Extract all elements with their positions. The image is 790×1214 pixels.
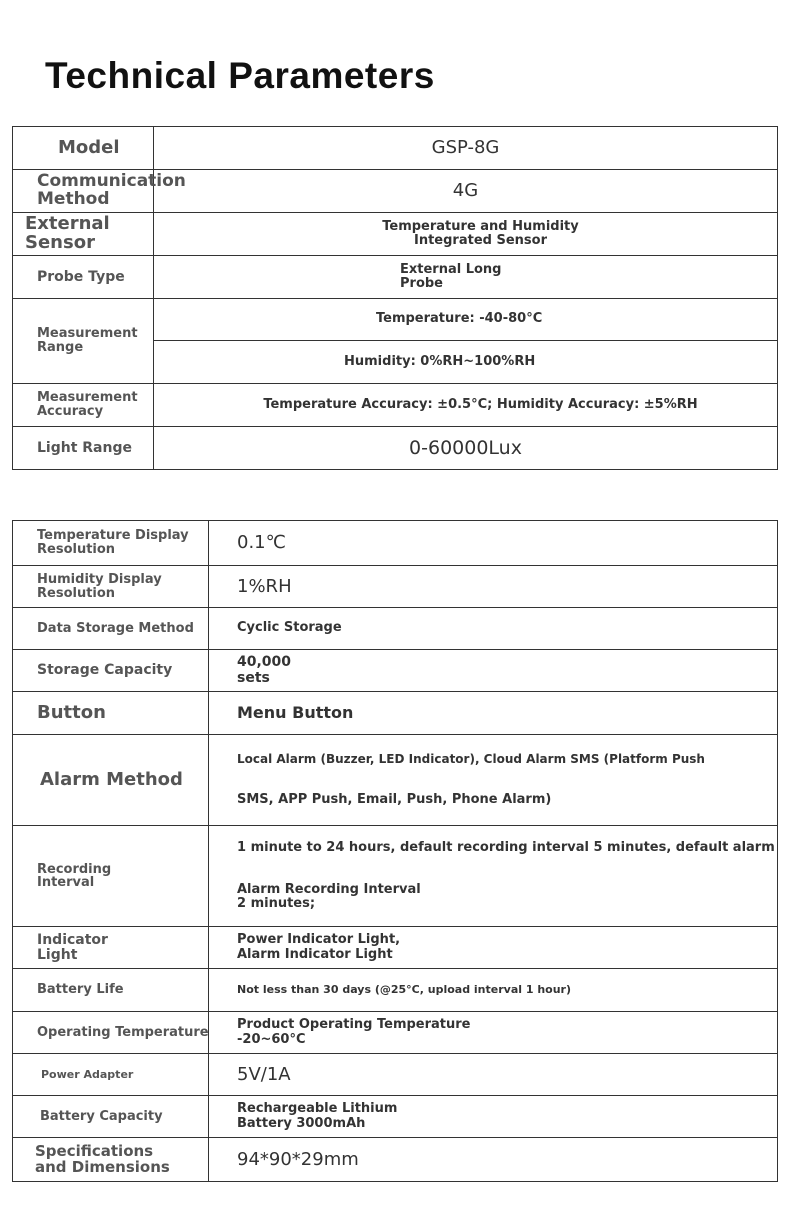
value-cell <box>209 566 778 608</box>
storage-method-value: Cyclic Storage <box>237 620 342 636</box>
table-row-probe-type <box>13 256 778 299</box>
label-cell <box>13 608 209 650</box>
temp-resolution-label: Temperature Display Resolution <box>37 528 189 557</box>
value-cell <box>154 213 778 256</box>
value-cell <box>154 170 778 213</box>
button-label: Button <box>37 701 106 723</box>
communication-label: Communication Method <box>37 171 186 209</box>
dimensions-value: 94*90*29mm <box>237 1148 359 1170</box>
table-row-temp-resolution <box>13 521 778 566</box>
power-adapter-value: 5V/1A <box>237 1063 291 1085</box>
spec-table-general <box>12 126 778 470</box>
table-row-recording-interval <box>13 826 778 927</box>
alarm-method-value <box>209 735 777 825</box>
table-row-indicator-light <box>13 927 778 969</box>
value-cell <box>209 650 778 692</box>
value-cell <box>209 927 778 969</box>
value-cell <box>209 1054 778 1096</box>
temperature-range-value: Temperature: -40-80°C <box>376 311 543 327</box>
label-cell <box>13 427 154 470</box>
alarm-method-label: Alarm Method <box>40 768 183 790</box>
value-cell <box>209 608 778 650</box>
recording-interval-label: Recording Interval <box>37 861 112 891</box>
power-adapter-label: Power Adapter <box>41 1067 134 1081</box>
communication-value: 4G <box>452 180 479 202</box>
indicator-light-value: Power Indicator Light, Alarm Indicator Light <box>237 932 401 962</box>
label-cell <box>13 650 209 692</box>
table-row-dimensions <box>13 1138 778 1182</box>
table-row-storage-capacity <box>13 650 778 692</box>
table-row-communication <box>13 170 778 213</box>
label-cell <box>13 969 209 1012</box>
table-row-accuracy <box>13 384 778 427</box>
value-cell <box>209 692 778 735</box>
battery-life-label: Battery Life <box>37 982 124 998</box>
model-label: Model <box>58 136 120 158</box>
operating-temperature-value: Product Operating Temperature -20~60°C <box>237 1017 471 1047</box>
table-row-model <box>13 127 778 170</box>
alarm-method-line-2: SMS, APP Push, Email, Push, Phone Alarm) <box>237 792 552 808</box>
storage-capacity-label: Storage Capacity <box>37 662 173 679</box>
label-cell <box>13 1138 209 1182</box>
value-cell <box>209 1138 778 1182</box>
table-row-operating-temperature <box>13 1012 778 1054</box>
battery-capacity-value: Rechargeable Lithium Battery 3000mAh <box>237 1101 398 1131</box>
value-cell <box>154 384 778 427</box>
alarm-method-line-1: Local Alarm (Buzzer, LED Indicator), Cloud Alarm SMS (Platform Push <box>237 751 705 766</box>
light-range-value: 0-60000Lux <box>409 436 522 459</box>
indicator-light-label: Indicator Light <box>37 931 108 963</box>
table-row-light-range <box>13 427 778 470</box>
light-range-label: Light Range <box>37 439 132 456</box>
dimensions-label: Specifications and Dimensions <box>35 1141 170 1176</box>
table-row-storage-method <box>13 608 778 650</box>
recording-interval-line-2: Alarm Recording Interval 2 minutes; <box>237 882 421 912</box>
value-cell <box>154 299 778 341</box>
value-cell <box>209 521 778 566</box>
probe-type-value: External Long Probe <box>400 261 502 291</box>
battery-capacity-label: Battery Capacity <box>40 1108 163 1124</box>
value-cell <box>154 256 778 299</box>
label-cell <box>13 384 154 427</box>
humidity-resolution-value: 1%RH <box>237 575 292 597</box>
operating-temperature-label: Operating Temperature <box>37 1024 209 1040</box>
table-row-power-adapter <box>13 1054 778 1096</box>
model-value: GSP-8G <box>431 137 500 159</box>
value-cell <box>154 341 778 384</box>
recording-interval-value <box>209 826 777 926</box>
label-cell <box>13 826 209 927</box>
value-cell <box>209 1096 778 1138</box>
value-cell <box>209 735 778 826</box>
value-cell <box>154 127 778 170</box>
value-cell <box>209 969 778 1012</box>
value-cell <box>209 826 778 927</box>
external-sensor-label: External Sensor <box>25 213 110 253</box>
table-row-button <box>13 692 778 735</box>
button-value: Menu Button <box>237 703 354 723</box>
battery-life-value: Not less than 30 days (@25°C, upload interval 1 hour) <box>237 983 571 996</box>
label-cell <box>13 127 154 170</box>
external-sensor-value: Temperature and Humidity Integrated Sensor <box>382 218 579 248</box>
table-row-external-sensor <box>13 213 778 256</box>
temp-resolution-value: 0.1℃ <box>237 532 286 554</box>
label-cell <box>13 1012 209 1054</box>
label-cell <box>13 566 209 608</box>
table-row-humidity-resolution <box>13 566 778 608</box>
accuracy-label: Measurement Accuracy <box>37 390 138 419</box>
recording-interval-line-1: 1 minute to 24 hours, default recording interval 5 minutes, default alarm <box>237 839 775 855</box>
label-cell <box>13 213 154 256</box>
label-cell <box>13 256 154 299</box>
storage-capacity-value: 40,000 sets <box>237 654 292 686</box>
label-cell <box>13 299 154 384</box>
table-row-battery-capacity <box>13 1096 778 1138</box>
measurement-range-label: Measurement Range <box>37 326 138 355</box>
label-cell <box>13 735 209 826</box>
value-cell <box>154 427 778 470</box>
label-cell <box>13 927 209 969</box>
accuracy-value: Temperature Accuracy: ±0.5°C; Humidity Accuracy: ±5%RH <box>263 396 698 412</box>
label-cell <box>13 692 209 735</box>
humidity-resolution-label: Humidity Display Resolution <box>37 571 162 601</box>
table-row-alarm-method <box>13 735 778 826</box>
label-cell <box>13 1054 209 1096</box>
probe-type-label: Probe Type <box>37 268 125 285</box>
spec-table-details <box>12 520 778 1182</box>
label-cell <box>13 1096 209 1138</box>
table-row-battery-life <box>13 969 778 1012</box>
storage-method-label: Data Storage Method <box>37 620 194 636</box>
page-title: Technical Parameters <box>45 55 435 96</box>
humidity-range-value: Humidity: 0%RH~100%RH <box>344 353 536 369</box>
label-cell <box>13 521 209 566</box>
label-cell <box>13 170 186 213</box>
value-cell <box>209 1012 778 1054</box>
table-row-measurement-range <box>13 299 778 341</box>
